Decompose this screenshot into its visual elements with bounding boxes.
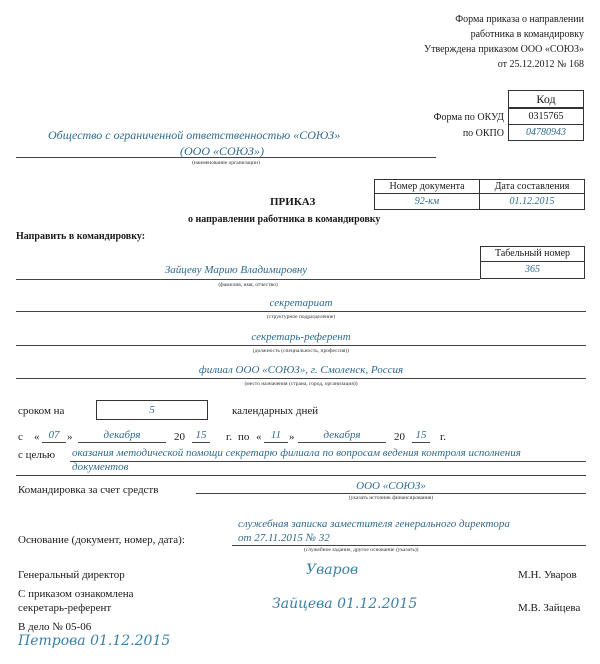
department: секретариат: [269, 297, 333, 309]
basis-line2: от 27.11.2015 № 32: [238, 532, 330, 544]
approval-block: [424, 12, 584, 72]
period-to-label: по: [238, 431, 250, 443]
approval-line: от 25.12.2012 № 168: [497, 59, 584, 70]
director-name: М.Н. Уваров: [518, 569, 577, 581]
period-to-day: 11: [270, 429, 282, 441]
funding-value: ООО «СОЮЗ»: [356, 480, 426, 492]
year-prefix: 20: [394, 431, 405, 443]
destination: филиал ООО «СОЮЗ», г. Смоленск, Россия: [198, 364, 404, 376]
destination-caption: (место назначения (страна, город, организация)): [244, 381, 358, 387]
doc-date-value: 01.12.2015: [479, 193, 585, 210]
period-from-label: с: [18, 431, 23, 443]
purpose-line2: документов: [72, 461, 129, 473]
archive-label: В дело № 05-06: [18, 621, 92, 633]
year-prefix: 20: [174, 431, 185, 443]
employee-name: Зайцеву Марию Владимировну: [164, 264, 308, 276]
approval-line: работника в командировку: [470, 29, 584, 40]
term-label: сроком на: [18, 405, 65, 417]
doc-number-header: Номер документа: [374, 179, 480, 194]
organization-short-name: (ООО «СОЮЗ»): [180, 144, 264, 158]
funding-caption: (указать источник финансирования): [348, 495, 434, 501]
quote-close: »: [67, 431, 73, 443]
period-to-year: 15: [415, 429, 427, 441]
send-label: Направить в командировку:: [16, 231, 146, 242]
year-suffix: г.: [440, 431, 447, 443]
page-title: ПРИКАЗ: [270, 196, 316, 208]
director-title: Генеральный директор: [18, 569, 125, 581]
year-suffix: г.: [226, 431, 233, 443]
acquainted-line1: С приказом ознакомлена: [18, 588, 134, 600]
funding-label: Командировка за счет средств: [18, 484, 159, 496]
doc-number-value: 92-км: [374, 193, 480, 210]
director-signature: Уваров: [306, 562, 359, 578]
approval-line: Форма приказа о направлении: [455, 14, 584, 25]
tab-number-value: 365: [480, 261, 585, 279]
acquainted-signature: Зайцева 01.12.2015: [272, 596, 418, 612]
doc-date-header: Дата составления: [479, 179, 585, 194]
okpo-value: 04780943: [508, 124, 584, 141]
position-caption: (должность (специальность, профессия)): [252, 348, 350, 354]
okud-value: 0315765: [508, 108, 584, 125]
basis-label: Основание (документ, номер, дата):: [18, 534, 185, 546]
basis-line1: служебная записка заместителя генерального директора: [238, 518, 510, 530]
organization-name: Общество с ограниченной ответственностью «СОЮЗ»: [48, 128, 341, 142]
approval-line: Утверждена приказом ООО «СОЮЗ»: [424, 44, 584, 55]
quote-close: »: [289, 431, 295, 443]
quote-open: «: [256, 431, 262, 443]
term-unit: календарных дней: [232, 405, 319, 417]
tab-number-header: Табельный номер: [480, 246, 585, 262]
organization-caption: (наименование организации): [192, 160, 260, 166]
acquainted-line2: секретарь-референт: [18, 602, 112, 614]
page-subtitle: о направлении работника в командировку: [188, 214, 381, 225]
purpose-label: с целью: [18, 449, 56, 461]
acquainted-name: М.В. Зайцева: [518, 602, 581, 614]
code-header: Код: [508, 90, 584, 108]
position: секретарь-референт: [251, 331, 351, 343]
purpose-line1: оказания методической помощи секретарю филиала по вопросам ведения контроля исполнения: [72, 447, 521, 459]
archive-signature: Петрова 01.12.2015: [18, 633, 171, 649]
employee-name-caption: (фамилия, имя, отчество): [218, 282, 278, 288]
period-to-month: декабря: [323, 429, 361, 441]
quote-open: «: [34, 431, 40, 443]
department-caption: (структурное подразделение): [266, 314, 336, 320]
period-from-day: 07: [48, 429, 60, 441]
period-from-month: декабря: [103, 429, 141, 441]
term-days: 5: [96, 400, 208, 420]
okud-label: Форма по ОКУД: [433, 112, 504, 123]
basis-caption: (служебное задание, другое основание (указать)): [304, 547, 419, 553]
period-from-year: 15: [195, 429, 207, 441]
okpo-label: по ОКПО: [462, 128, 504, 139]
